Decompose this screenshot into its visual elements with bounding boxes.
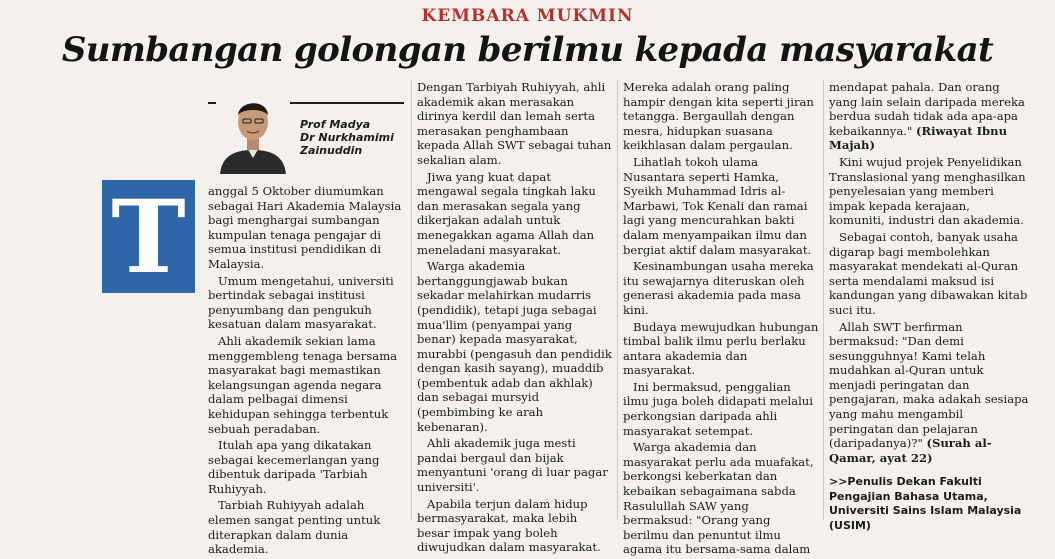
article-column-1 bbox=[208, 184, 404, 559]
author-byline bbox=[300, 118, 404, 157]
drop-cap-letter: T bbox=[111, 177, 186, 296]
article-headline: Sumbangan golongan berilmu kepada masyarakat bbox=[61, 30, 994, 70]
author-name-line1: Dr Nurkhamimi bbox=[300, 131, 394, 144]
article-column-2 bbox=[417, 80, 613, 557]
paragraph: Warga akademia dan masyarakat perlu ada muafakat, berkongsi keberkatan dan kebaikan sebagaimana sabda Rasulullah SAW yang bermaksud: "Orang yang berilmu dan penuntut ilmu agama itu bersama-sama dalam bbox=[623, 440, 814, 557]
author-name-line2: Zainuddin bbox=[300, 144, 363, 157]
paragraph: Umum mengetahui, universiti bertindak sebagai institusi penyumbang dan pengukuh kesatuan dalam masyarakat. bbox=[208, 273, 394, 332]
paragraph: Itulah apa yang dikatakan sebagai kecemerlangan yang dibentuk daripada 'Tarbiah Ruhiyyah. bbox=[208, 438, 380, 496]
section-kicker: KEMBARA MUKMIN bbox=[421, 6, 634, 26]
column-divider bbox=[823, 80, 824, 520]
quote-reference: (Riwayat Ibnu Majah) bbox=[829, 123, 1008, 153]
paragraph: Mereka adalah orang paling hampir dengan kita seperti jiran tetangga. Bergaullah dengan mesra, hidupkan suasana keikhlasan dalam pergaulan. bbox=[623, 80, 814, 153]
author-endnote: >>Penulis Dekan Fakulti Pengajian Bahasa Utama, Universiti Sains Islam Malaysia (USIM) bbox=[829, 475, 1022, 532]
paragraph: Sebagai contoh, banyak usaha digarap bagi membolehkan masyarakat mendekati al-Quran serta mendalami maksud isi kandungan yang dibawakan kitab suci itu. bbox=[829, 229, 1028, 317]
paragraph: Warga akademia bertanggungjawab bukan sekadar melahirkan mudarris (pendidik), tetapi juga sebagai mua'llim (penyampai yang benar) kepada masyarakat, murabbi (pengasuh dan pendidik dengan kasih sayang), muaddib (pembentuk adab dan akhlak) dan sebagai mursyid (pembimbing ke arah kebenaran). bbox=[417, 259, 612, 434]
quote-text: mendapat pahala. Dan orang yang lain selain daripada mereka berdua sudah tidak ada apa-apa kebaikannya." bbox=[829, 80, 1025, 138]
quote-text: Allah SWT berfirman bermaksud: "Dan demi sesungguhnya! Kami telah mudahkan al-Quran untuk menjadi peringatan dan pengajaran, maka adakah sesiapa yang mahu mengambil peringatan dan pelajaran (daripadanya)?" bbox=[829, 319, 1029, 451]
paragraph: Ini bermaksud, penggalian ilmu juga boleh didapati melalui perkongsian daripada ahli masyarakat setempat. bbox=[623, 379, 813, 438]
paragraph: Dengan Tarbiyah Ruhiyyah, ahli akademik akan merasakan dirinya kerdil dan lemah serta merasakan penghambaan kepada Allah SWT sebagai tuhan sekalian alam. bbox=[417, 80, 612, 167]
author-title: Prof Madya bbox=[300, 118, 371, 131]
column-divider bbox=[411, 80, 412, 520]
paragraph: Kini wujud projek Penyelidikan Translasional yang menghasilkan penyelesaian yang memberi impak kepada kerajaan, komuniti, industri dan akademia. bbox=[829, 154, 1026, 228]
author-box bbox=[208, 80, 404, 176]
article-column-4 bbox=[829, 80, 1029, 535]
paragraph: Ahli akademik juga mesti pandai bergaul dan bijak menyantuni 'orang di luar pagar universiti'. bbox=[417, 436, 608, 495]
quote-reference: (Surah al-Qamar, ayat 22) bbox=[829, 436, 992, 465]
paragraph: Tarbiah Ruhiyyah adalah elemen sangat penting untuk diterapkan dalam dunia akademia. bbox=[208, 498, 381, 557]
author-portrait-icon bbox=[216, 86, 290, 174]
paragraph: Budaya mewujudkan hubungan timbal balik ilmu perlu berlaku antara akademia dan masyarakat. bbox=[623, 319, 819, 378]
drop-cap bbox=[102, 177, 195, 296]
paragraph: Apabila terjun dalam hidup bermasyarakat, maka lebih besar impak yang boleh diwujudkan dalam masyarakat. bbox=[417, 496, 601, 555]
paragraph: Kesinambungan usaha mereka itu sewajarnya diteruskan oleh generasi akademia pada masa kini. bbox=[623, 259, 814, 317]
author-photo bbox=[216, 86, 290, 174]
paragraph: Jiwa yang kuat dapat mengawal segala tingkah laku dan merasakan segala yang dikerjakan adalah untuk menegakkan agama Allah dan meneladani masyarakat. bbox=[417, 169, 596, 257]
paragraph bbox=[829, 80, 1029, 153]
paragraph: Lihatlah tokoh ulama Nusantara seperti Hamka, Syeikh Muhammad Idris al-Marbawi, Tok Kenali dan ramai lagi yang mencurahkan bakti dalam menyampaikan ilmu dan bergiat aktif dalam masyarakat. bbox=[623, 154, 812, 257]
article-column-3 bbox=[623, 80, 819, 559]
paragraph bbox=[829, 320, 1029, 466]
column-divider bbox=[617, 80, 618, 520]
paragraph: anggal 5 Oktober diumumkan sebagai Hari Akademia Malaysia bagi menghargai sumbangan kumpulan tenaga pengajar di semua institusi pendidikan di Malaysia. bbox=[208, 184, 402, 271]
paragraph: Ahli akademik sekian lama menggembleng tenaga bersama masyarakat bagi memastikan kelangsungan agenda negara dalam pelbagai dimensi kehidupan sehingga terbentuk sebuah peradaban. bbox=[208, 333, 398, 436]
